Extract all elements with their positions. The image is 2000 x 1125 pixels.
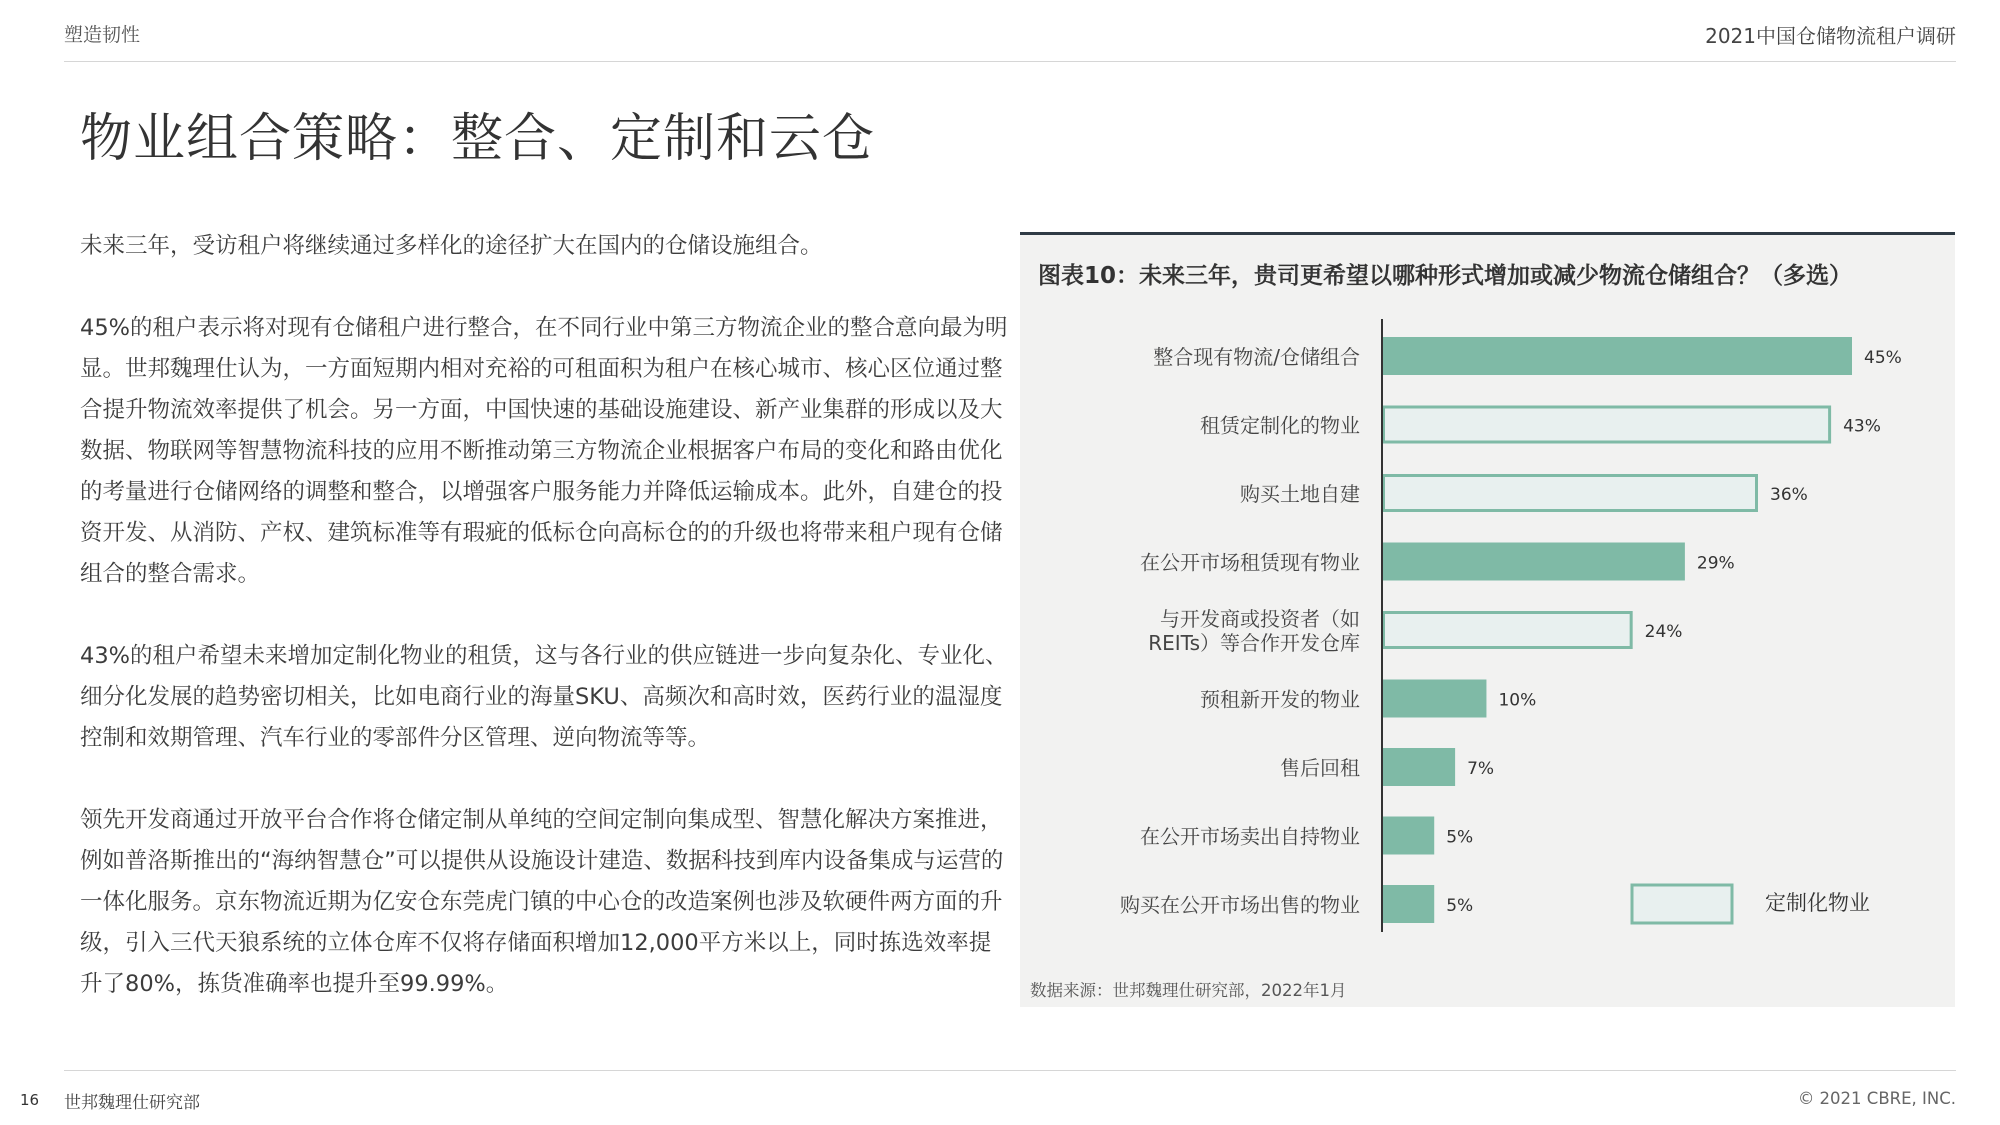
bar-customized: [1384, 407, 1830, 442]
paragraph-customization: 43%的租户希望未来增加定制化物业的租赁，这与各行业的供应链进一步向复杂化、专业化、细分化发展的趋势密切相关，比如电商行业的海量SKU、高频次和高时效，医药行业的温湿度控制和效期管理、汽车行业的零部件分区管理、逆向物流等等。: [80, 643, 1008, 751]
body-text: [80, 226, 1010, 1046]
footer-org: 世邦魏理仕研究部: [64, 1093, 200, 1113]
bar: [1382, 680, 1486, 718]
section-name: 塑造韧性: [64, 24, 141, 46]
page-title: 物业组合策略：整合、定制和云仓: [80, 109, 876, 169]
page-number: 16: [20, 1091, 40, 1109]
category-label: 购买在公开市场出售的物业: [1120, 893, 1360, 917]
paragraph-developers: 领先开发商通过开放平台合作将仓储定制从单纯的空间定制向集成型、智慧化解决方案推进，例如普洛斯推出的“海纳智慧仓”可以提供从设施设计建造、数据科技到库内设备集成与运营的一体化服务。京东物流近期为亿安仓东莞虎门镇的中心仓的改造案例也涉及软硬件两方面的升级，引入三代天狼系统的立体仓库不仅将存储面积增加12,000平方米以上，同时拣选效率提升了80%，拣货准确率也提升至99.99%。: [80, 807, 1004, 997]
legend-label: 定制化物业: [1765, 891, 1870, 915]
bar-value-label: 7%: [1467, 759, 1495, 779]
bar-customized: [1384, 613, 1632, 648]
bar-value-label: 45%: [1864, 348, 1902, 368]
category-label: REITs）等合作开发仓库: [1148, 631, 1360, 655]
paragraph-intro: 未来三年，受访租户将继续通过多样化的途径扩大在国内的仓储设施组合。: [80, 233, 823, 259]
bar-customized: [1384, 476, 1757, 511]
category-label: 购买土地自建: [1240, 482, 1360, 506]
bar: [1382, 337, 1852, 375]
bar: [1382, 885, 1434, 923]
copyright: © 2021 CBRE, INC.: [1797, 1089, 1956, 1108]
paragraph-consolidation: 45%的租户表示将对现有仓储租户进行整合，在不同行业中第三方物流企业的整合意向最为明显。世邦魏理仕认为，一方面短期内相对充裕的可租面积为租户在核心城市、核心区位通过整合提升物流效率提供了机会。另一方面，中国快速的基础设施建设、新产业集群的形成以及大数据、物联网等智慧物流科技的应用不断推动第三方物流企业根据客户布局的变化和路由优化的考量进行仓储网络的调整和整合，以增强客户服务能力并降低运输成本。此外，自建仓的投资开发、从消防、产权、建筑标准等有瑕疵的低标仓向高标仓的的升级也将带来租户现有仓储组合的整合需求。: [80, 315, 1008, 587]
bar: [1382, 543, 1685, 581]
category-label: 在公开市场租赁现有物业: [1140, 550, 1360, 575]
bar-value-label: 24%: [1644, 622, 1683, 642]
chart-title: 图表10：未来三年，贵司更希望以哪种形式增加或减少物流仓储组合？（多选）: [1038, 263, 1853, 289]
legend-swatch: [1632, 885, 1732, 923]
bar-chart: [1020, 235, 1955, 1007]
report-title: 2021中国仓储物流租户调研: [1705, 24, 1956, 48]
category-label: 预租新开发的物业: [1200, 687, 1360, 712]
header-divider: [64, 61, 1956, 62]
category-label: 租赁定制化的物业: [1200, 413, 1360, 438]
bar-value-label: 5%: [1446, 827, 1474, 848]
chart-panel: [1020, 232, 1955, 1007]
category-label: 整合现有物流/仓储组合: [1153, 345, 1360, 369]
bar: [1382, 748, 1455, 786]
category-label: 在公开市场卖出自持物业: [1140, 824, 1360, 849]
footer-divider: [64, 1070, 1956, 1071]
category-label: 售后回租: [1280, 756, 1360, 780]
bar-value-label: 29%: [1696, 553, 1735, 574]
bar-value-label: 43%: [1843, 416, 1881, 437]
bar-value-label: 36%: [1770, 485, 1808, 505]
bar-value-label: 5%: [1446, 896, 1474, 916]
category-label: 与开发商或投资者（如: [1160, 607, 1360, 631]
bar-value-label: 10%: [1498, 690, 1537, 711]
chart-source: 数据来源：世邦魏理仕研究部，2022年1月: [1030, 981, 1347, 1000]
bar: [1382, 817, 1434, 855]
